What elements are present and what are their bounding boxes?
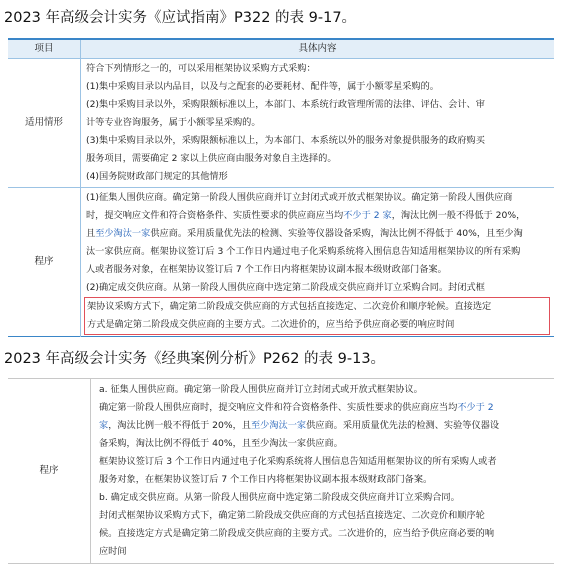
row-content-procedure — [91, 379, 555, 564]
text-span: 且 — [86, 228, 96, 239]
highlight-box — [84, 297, 550, 335]
header-item: 项目 — [8, 39, 81, 59]
content-line: 候。直接选定方式是确定第二阶段成交供应商的主要方式。二次进价的，应当给予供应商必要的响 — [99, 528, 495, 539]
content-line: b. 确定成交供应商。从第一阶段人围供应商中选定第二阶段成交供应商并订立采购合同。 — [99, 492, 460, 503]
content-line — [86, 207, 550, 225]
content-line: (3)集中采购目录以外，采购限额标准以上，为本部门、本系统以外的服务对象提供服务的政府购买 — [86, 135, 485, 146]
text-span: ，淘汰比例一般不得低于 20%， — [391, 210, 526, 221]
table-row — [8, 59, 554, 188]
content-line: 汰一家供应商。框架协议签订后 3 个工作日内通过电子化采购系统将入围信息告知适用框架协议的所有采购 — [86, 246, 521, 257]
heading-case-table-9-13: 2023 年高级会计实务《经典案例分析》P262 的表 9-13。 — [4, 351, 386, 367]
heading-guide-table-9-17: 2023 年高级会计实务《应试指南》P322 的表 9-17。 — [4, 10, 357, 26]
table-9-13 — [8, 378, 554, 564]
header-content: 具体内容 — [81, 39, 555, 59]
table-row — [8, 379, 554, 564]
content-line: 人或者服务对象，在框架协议签订后 7 个工作日内将框架协议副本报本级财政部门备案。 — [86, 264, 447, 275]
highlight-text: 不少于 2 家 — [343, 210, 392, 221]
table-9-17 — [8, 38, 554, 337]
content-line: (1)征集人围供应商。确定第一阶段人围供应商并订立封闭式或开放式框架协议。确定第一阶段人围供应商 — [86, 192, 513, 203]
highlight-text: 不少于 2 — [457, 402, 494, 413]
content-line: 服务项目，需要确定 2 家以上供应商由服务对象自主选择的。 — [86, 153, 337, 164]
content-line: 应时间 — [99, 546, 127, 557]
content-line — [99, 417, 548, 435]
content-line: 符合下列情形之一的，可以采用框架协议采购方式采购： — [86, 63, 316, 74]
highlight-text: 至少淘汰一家 — [95, 228, 151, 239]
content-line: 封闭式框架协议采购方式下，确定第二阶段成交供应商的方式包括直接选定、二次竞价和顺序轮 — [99, 510, 485, 521]
content-line: 备采购，淘汰比例不得低于 40%，且至少淘汰一家供应商。 — [99, 438, 343, 449]
text-span: 供应商。采用质量优先法的检测、实验等仪器设备采购，淘汰比例不得低于 40%，且至少淘 — [150, 228, 523, 239]
content-line — [86, 225, 550, 243]
content-line: (4)国务院财政部门规定的其他情形 — [86, 171, 228, 182]
highlight-text: 家 — [99, 420, 109, 431]
content-line: 方式是确定第二阶段成交供应商的主要方式。二次进价的，应当给予供应商必要的响应时间 — [87, 319, 455, 330]
content-line — [99, 399, 548, 417]
content-line: (2)确定成交供应商。从第一阶段人围供应商中选定第二阶段成交供应商并订立采购合同。封闭式框 — [86, 282, 485, 293]
text-span: ，淘汰比例一般不得低于 20%，且 — [108, 420, 251, 431]
row-content-procedure — [81, 188, 555, 337]
text-span: 时，提交响应文件和符合资格条件、实质性要求的供应商应当均 — [86, 210, 344, 221]
content-line: 架协议采购方式下，确定第二阶段成交供应商的方式包括直接选定、二次竞价和顺序轮候。直接选定 — [87, 301, 492, 312]
row-label-procedure: 程序 — [8, 188, 81, 337]
text-span: 确定第一阶段人围供应商时，提交响应文件和符合资格条件、实质性要求的供应商应当均 — [99, 402, 458, 413]
highlight-text: 至少淘汰一家 — [250, 420, 307, 431]
text-span: 供应商。采用质量优先法的检测、实验等仪器设 — [306, 420, 500, 431]
content-line: 服务对象，在框架协议签订后 7 个工作日内将框架协议副本报本级财政部门备案。 — [99, 474, 433, 485]
content-line: 计等专业咨询服务，属于小额零星采购的。 — [86, 117, 261, 128]
table-row — [8, 188, 554, 337]
row-label-procedure: 程序 — [8, 379, 91, 564]
content-line: 框架协议签订后 3 个工作日内通过电子化采购系统将人围信息告知适用框架协议的所有采购人或者 — [99, 456, 497, 467]
row-label-applicable: 适用情形 — [8, 59, 81, 188]
row-content-applicable — [81, 59, 555, 188]
content-line: a. 征集人围供应商。确定第一阶段人围供应商并订立封闭式或开放式框架协议。 — [99, 384, 423, 395]
content-line: (2)集中采购目录以外，采购限额标准以上，本部门、本系统行政管理所需的法律、评估、会计、审 — [86, 99, 485, 110]
content-line: (1)集中采购目录以内品目，以及与之配套的必要耗材、配件等，属于小额零星采购的。 — [86, 81, 439, 92]
